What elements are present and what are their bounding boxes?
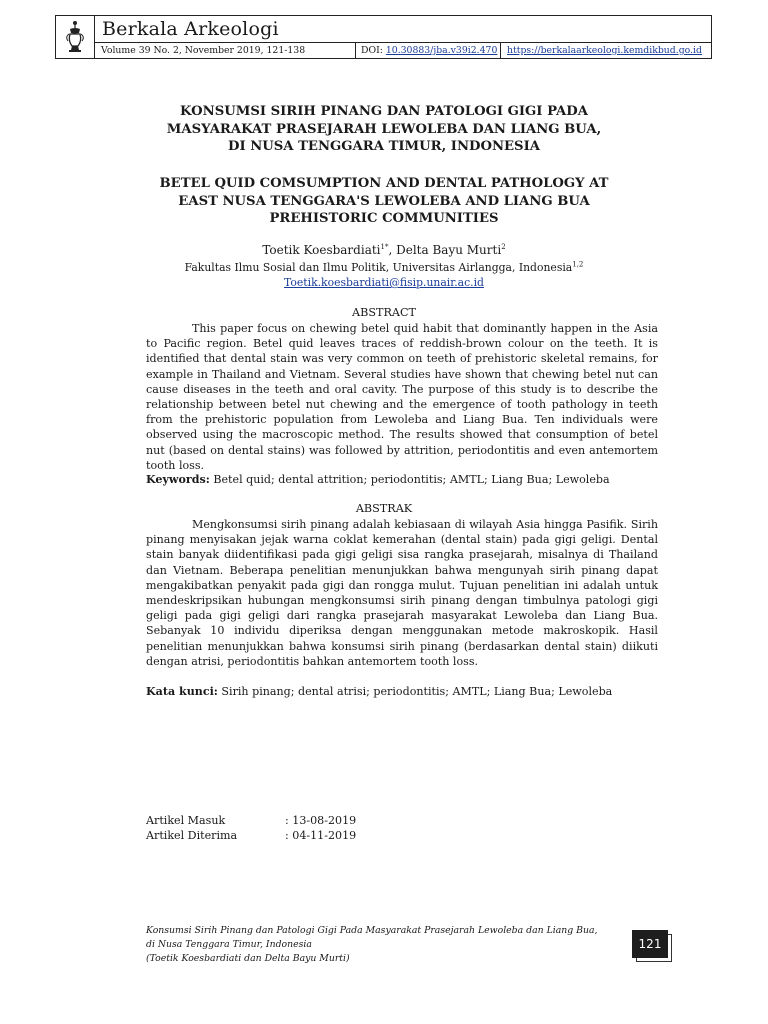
- affiliation-sup: 1,2: [572, 260, 584, 269]
- journal-title: Berkala Arkeologi: [102, 18, 279, 40]
- abstract-text: This paper focus on chewing betel quid habit that dominantly happen in the Asia to Pacific region. Betel quid leaves traces of reddish-brown colour on the teeth. It is identified that dental stain was very common on teeth of prehistoric skeletal remains, for example in Thailand and Vietnam. Several studies have shown that chewing betel nut can cause diseases in the teeth and oral cavity. The purpose of this study is to describe the relationship between betel nut chewing and the emergence of tooth pathology in teeth from the prehistoric population from Lewoleba and Liang Bua. Ten individuals were observed using the macroscopic method. The results showed that consumption of betel nut (based on dental stains) was followed by attrition, periodontitis and even antemortem tooth loss.: [146, 322, 658, 472]
- abstrak-text: Mengkonsumsi sirih pinang adalah kebiasaan di wilayah Asia hingga Pasifik. Sirih pinang menyisakan jejak warna coklat kemerahan (dental stain) pada gigi geligi. Dental stain banyak diidentifikasi pada gigi geligi sisa rangka prasejarah, misalnya di Thailand dan Vietnam. Beberapa penelitian menunjukkan bahwa mengunyah sirih pinang dapat mengakibatkan penyakit pada gigi dan rongga mulut. Tujuan penelitian ini adalah untuk mendeskripsikan hubungan mengkonsumsi sirih pinang dengan timbulnya patologi gigi geligi pada gigi geligi dari rangka prasejarah masyarakat Lewoleba dan Liang Bua. Sebanyak 10 individu diperiksa dengan menggunakan metode makroskopik. Hasil penelitian menunjukkan bahwa konsumsi sirih pinang (berdasarkan dental stain) diikuti dengan atrisi, periodontitis bahkan antemortem tooth loss.: [146, 518, 658, 668]
- author-separator: ,: [388, 243, 397, 257]
- footer-line: (Toetik Koesbardiati dan Delta Bayu Murti): [146, 953, 350, 964]
- abstract-heading: ABSTRACT: [352, 306, 416, 319]
- doi-cell: [355, 43, 501, 59]
- running-footer: [146, 924, 616, 966]
- title-en-line: BETEL QUID COMSUMPTION AND DENTAL PATHOLOGY AT: [159, 176, 609, 191]
- keywords-label: Keywords:: [146, 473, 210, 486]
- title-en-line: EAST NUSA TENGGARA'S LEWOLEBA AND LIANG BUA: [178, 193, 590, 209]
- article-dates: [146, 813, 356, 843]
- kata-kunci-text: Sirih pinang; dental atrisi; periodontitis; AMTL; Liang Bua; Lewoleba: [217, 685, 613, 698]
- author-name: Toetik Koesbardiati: [262, 243, 381, 257]
- accepted-row: [146, 828, 356, 843]
- accepted-label: Artikel Diterima: [146, 829, 238, 842]
- received-value: : 13-08-2019: [285, 814, 357, 827]
- author-sup: 2: [501, 243, 506, 251]
- doi-link[interactable]: 10.30883/jba.v39i2.470: [385, 45, 498, 56]
- title-id-line: KONSUMSI SIRIH PINANG DAN PATOLOGI GIGI PADA: [180, 104, 588, 119]
- volume-info: Volume 39 No. 2, November 2019, 121-138: [101, 45, 306, 56]
- email-line: [110, 276, 658, 290]
- author-name: Delta Bayu Murti: [396, 243, 502, 257]
- abstrak-heading: ABSTRAK: [355, 502, 413, 515]
- author-sup: 1*: [380, 243, 389, 251]
- footer-line: Konsumsi Sirih Pinang dan Patologi Gigi Pada Masyarakat Prasejarah Lewoleba dan Liang Bua,: [146, 925, 598, 936]
- kata-kunci-label: Kata kunci:: [146, 685, 218, 698]
- received-label: Artikel Masuk: [146, 814, 226, 827]
- kata-kunci-line: [146, 684, 658, 699]
- author-email-link[interactable]: Toetik.koesbardiati@fisip.unair.ac.id: [284, 276, 484, 289]
- author-line: [110, 243, 658, 258]
- journal-url-link[interactable]: https://berkalaarkeologi.kemdikbud.go.id: [507, 45, 702, 56]
- title-en-line: PREHISTORIC COMMUNITIES: [269, 211, 499, 226]
- journal-url-cell: [500, 43, 702, 59]
- keywords-line: [146, 472, 658, 487]
- affiliation: [110, 261, 658, 275]
- title-english: [110, 175, 658, 228]
- affiliation-text: Fakultas Ilmu Sosial dan Ilmu Politik, Universitas Airlangga, Indonesia: [184, 261, 573, 274]
- journal-header: [55, 15, 712, 59]
- journal-logo-icon: [56, 16, 95, 58]
- page-number: 121: [632, 930, 668, 958]
- accepted-value: : 04-11-2019: [285, 829, 357, 842]
- title-id-line: MASYARAKAT PRASEJARAH LEWOLEBA DAN LIANG BUA,: [166, 121, 602, 137]
- keywords-text: Betel quid; dental attrition; periodontitis; AMTL; Liang Bua; Lewoleba: [209, 473, 610, 486]
- title-indonesian: [110, 103, 658, 156]
- title-id-line: DI NUSA TENGGARA TIMUR, INDONESIA: [228, 139, 540, 154]
- footer-line: di Nusa Tenggara Timur, Indonesia: [146, 939, 312, 950]
- journal-meta-row: [95, 42, 711, 59]
- received-row: [146, 813, 356, 828]
- doi-label: DOI:: [361, 45, 383, 56]
